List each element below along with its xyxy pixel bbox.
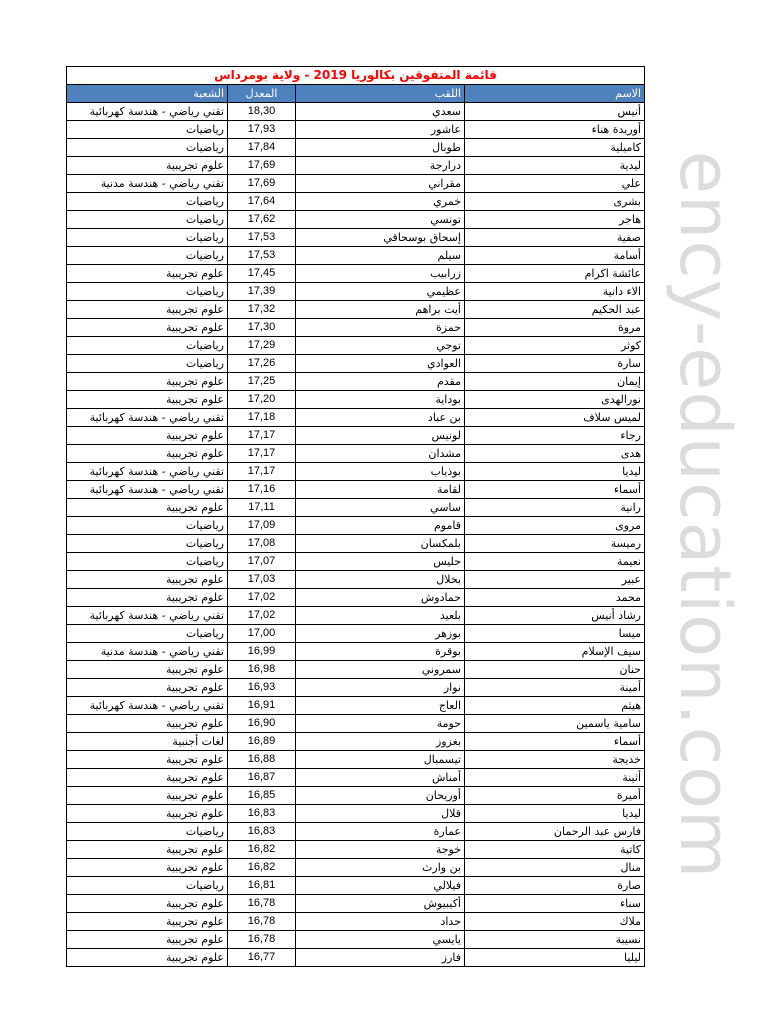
table-row bbox=[67, 157, 645, 175]
table-row bbox=[67, 679, 645, 697]
table-row bbox=[67, 175, 645, 193]
cell-last-name: توجي bbox=[296, 337, 465, 355]
cell-first-name: لميس سلاف bbox=[465, 409, 645, 427]
cell-last-name: بوداية bbox=[296, 391, 465, 409]
cell-branch: علوم تجريبية bbox=[67, 571, 228, 589]
table-row bbox=[67, 571, 645, 589]
cell-branch: علوم تجريبية bbox=[67, 499, 228, 517]
cell-first-name: صفية bbox=[465, 229, 645, 247]
cell-first-name: عبد الحكيم bbox=[465, 301, 645, 319]
cell-first-name: علي bbox=[465, 175, 645, 193]
table-row bbox=[67, 913, 645, 931]
header-row bbox=[67, 85, 645, 103]
cell-average: 16,82 bbox=[228, 841, 296, 859]
watermark: ency-education.com bbox=[664, 150, 746, 880]
table-row bbox=[67, 553, 645, 571]
table-row bbox=[67, 949, 645, 967]
cell-last-name: حمزة bbox=[296, 319, 465, 337]
cell-branch: رياضيات bbox=[67, 823, 228, 841]
cell-last-name: بوزهر bbox=[296, 625, 465, 643]
cell-first-name: ليديا bbox=[465, 463, 645, 481]
cell-branch: علوم تجريبية bbox=[67, 427, 228, 445]
cell-last-name: عظيمي bbox=[296, 283, 465, 301]
cell-first-name: ليديا bbox=[465, 805, 645, 823]
cell-average: 17,02 bbox=[228, 607, 296, 625]
table-row bbox=[67, 751, 645, 769]
table-row bbox=[67, 229, 645, 247]
cell-first-name: أسماء bbox=[465, 481, 645, 499]
table-row bbox=[67, 355, 645, 373]
cell-first-name: عائشة اكرام bbox=[465, 265, 645, 283]
cell-last-name: مشدان bbox=[296, 445, 465, 463]
cell-average: 17,93 bbox=[228, 121, 296, 139]
cell-last-name: قلال bbox=[296, 805, 465, 823]
cell-branch: علوم تجريبية bbox=[67, 751, 228, 769]
table-row bbox=[67, 121, 645, 139]
cell-average: 16,90 bbox=[228, 715, 296, 733]
cell-branch: علوم تجريبية bbox=[67, 787, 228, 805]
table-row bbox=[67, 211, 645, 229]
table-row bbox=[67, 535, 645, 553]
cell-first-name: ليدية bbox=[465, 157, 645, 175]
table-row bbox=[67, 103, 645, 121]
table-row bbox=[67, 409, 645, 427]
cell-last-name: العوادي bbox=[296, 355, 465, 373]
cell-branch: علوم تجريبية bbox=[67, 301, 228, 319]
cell-last-name: عاشور bbox=[296, 121, 465, 139]
cell-branch: علوم تجريبية bbox=[67, 895, 228, 913]
cell-branch: رياضيات bbox=[67, 139, 228, 157]
cell-average: 17,09 bbox=[228, 517, 296, 535]
cell-average: 16,88 bbox=[228, 751, 296, 769]
cell-branch: تقني رياضي - هندسة كهربائية bbox=[67, 607, 228, 625]
cell-branch: تقني رياضي - هندسة كهربائية bbox=[67, 481, 228, 499]
cell-average: 17,69 bbox=[228, 175, 296, 193]
cell-first-name: أمينة bbox=[465, 679, 645, 697]
cell-average: 16,91 bbox=[228, 697, 296, 715]
cell-average: 17,69 bbox=[228, 157, 296, 175]
table-row bbox=[67, 769, 645, 787]
cell-branch: علوم تجريبية bbox=[67, 949, 228, 967]
cell-average: 17,08 bbox=[228, 535, 296, 553]
cell-first-name: عبير bbox=[465, 571, 645, 589]
cell-average: 17,03 bbox=[228, 571, 296, 589]
cell-average: 17,00 bbox=[228, 625, 296, 643]
cell-branch: علوم تجريبية bbox=[67, 265, 228, 283]
cell-first-name: نورالهدى bbox=[465, 391, 645, 409]
cell-first-name: محمد bbox=[465, 589, 645, 607]
table-row bbox=[67, 301, 645, 319]
cell-last-name: أمناش bbox=[296, 769, 465, 787]
cell-branch: علوم تجريبية bbox=[67, 391, 228, 409]
cell-first-name: حنان bbox=[465, 661, 645, 679]
cell-first-name: ميسا bbox=[465, 625, 645, 643]
cell-last-name: يايسي bbox=[296, 931, 465, 949]
cell-last-name: بلمكسان bbox=[296, 535, 465, 553]
cell-last-name: فارز bbox=[296, 949, 465, 967]
cell-last-name: بن عباد bbox=[296, 409, 465, 427]
table-row bbox=[67, 607, 645, 625]
cell-branch: تقني رياضي - هندسة كهربائية bbox=[67, 409, 228, 427]
cell-last-name: فيلالي bbox=[296, 877, 465, 895]
cell-branch: علوم تجريبية bbox=[67, 715, 228, 733]
cell-first-name: أوريدة هناء bbox=[465, 121, 645, 139]
cell-last-name: بغزوز bbox=[296, 733, 465, 751]
cell-average: 17,30 bbox=[228, 319, 296, 337]
table-row bbox=[67, 373, 645, 391]
cell-first-name: كاميلية bbox=[465, 139, 645, 157]
cell-first-name: رميسة bbox=[465, 535, 645, 553]
cell-first-name: أميرة bbox=[465, 787, 645, 805]
cell-average: 17,39 bbox=[228, 283, 296, 301]
cell-branch: علوم تجريبية bbox=[67, 841, 228, 859]
table-row bbox=[67, 589, 645, 607]
table-row bbox=[67, 805, 645, 823]
cell-last-name: بلعيد bbox=[296, 607, 465, 625]
cell-last-name: نوار bbox=[296, 679, 465, 697]
cell-average: 17,64 bbox=[228, 193, 296, 211]
cell-first-name: مروى bbox=[465, 517, 645, 535]
cell-last-name: سمروني bbox=[296, 661, 465, 679]
cell-average: 17,32 bbox=[228, 301, 296, 319]
sheet-title: قائمة المتفوقين بكالوريا 2019 - ولاية بومرداس bbox=[67, 67, 645, 85]
cell-branch: رياضيات bbox=[67, 229, 228, 247]
cell-branch: رياضيات bbox=[67, 355, 228, 373]
cell-average: 17,20 bbox=[228, 391, 296, 409]
table-row bbox=[67, 193, 645, 211]
cell-average: 17,18 bbox=[228, 409, 296, 427]
cell-last-name: بوذياب bbox=[296, 463, 465, 481]
cell-average: 17,53 bbox=[228, 229, 296, 247]
table-row bbox=[67, 427, 645, 445]
cell-branch: علوم تجريبية bbox=[67, 589, 228, 607]
table-row bbox=[67, 517, 645, 535]
cell-branch: علوم تجريبية bbox=[67, 319, 228, 337]
table-row bbox=[67, 463, 645, 481]
cell-last-name: مقراني bbox=[296, 175, 465, 193]
cell-last-name: إسحاق بوسحاقي bbox=[296, 229, 465, 247]
cell-first-name: هاجر bbox=[465, 211, 645, 229]
cell-last-name: مقدم bbox=[296, 373, 465, 391]
cell-branch: رياضيات bbox=[67, 517, 228, 535]
cell-average: 16,81 bbox=[228, 877, 296, 895]
cell-branch: علوم تجريبية bbox=[67, 661, 228, 679]
cell-last-name: أكيبيوش bbox=[296, 895, 465, 913]
cell-last-name: لونيس bbox=[296, 427, 465, 445]
cell-average: 16,82 bbox=[228, 859, 296, 877]
table-row bbox=[67, 859, 645, 877]
cell-branch: تقني رياضي - هندسة مدنية bbox=[67, 175, 228, 193]
cell-average: 17,84 bbox=[228, 139, 296, 157]
cell-average: 16,78 bbox=[228, 931, 296, 949]
cell-branch: علوم تجريبية bbox=[67, 913, 228, 931]
cell-last-name: بن وارث bbox=[296, 859, 465, 877]
cell-last-name: أيت براهم bbox=[296, 301, 465, 319]
cell-first-name: منال bbox=[465, 859, 645, 877]
table-row bbox=[67, 391, 645, 409]
table-row bbox=[67, 337, 645, 355]
table-row bbox=[67, 715, 645, 733]
cell-first-name: أثينة bbox=[465, 769, 645, 787]
table-row bbox=[67, 319, 645, 337]
cell-last-name: ساسي bbox=[296, 499, 465, 517]
cell-average: 16,78 bbox=[228, 913, 296, 931]
table-row bbox=[67, 139, 645, 157]
cell-first-name: مروة bbox=[465, 319, 645, 337]
cell-first-name: صارة bbox=[465, 877, 645, 895]
cell-last-name: قاموم bbox=[296, 517, 465, 535]
cell-average: 17,53 bbox=[228, 247, 296, 265]
cell-average: 17,25 bbox=[228, 373, 296, 391]
table-row bbox=[67, 643, 645, 661]
cell-average: 17,16 bbox=[228, 481, 296, 499]
cell-last-name: بوقرة bbox=[296, 643, 465, 661]
table-row bbox=[67, 481, 645, 499]
table-body bbox=[67, 103, 645, 967]
table-row bbox=[67, 247, 645, 265]
cell-branch: علوم تجريبية bbox=[67, 679, 228, 697]
cell-first-name: بشرى bbox=[465, 193, 645, 211]
cell-branch: رياضيات bbox=[67, 877, 228, 895]
cell-average: 16,83 bbox=[228, 823, 296, 841]
cell-average: 17,11 bbox=[228, 499, 296, 517]
cell-first-name: سيف الإسلام bbox=[465, 643, 645, 661]
table-row bbox=[67, 787, 645, 805]
table-row bbox=[67, 283, 645, 301]
cell-branch: تقني رياضي - هندسة مدنية bbox=[67, 643, 228, 661]
cell-last-name: العاج bbox=[296, 697, 465, 715]
cell-average: 16,77 bbox=[228, 949, 296, 967]
cell-branch: رياضيات bbox=[67, 283, 228, 301]
cell-average: 17,62 bbox=[228, 211, 296, 229]
cell-average: 16,89 bbox=[228, 733, 296, 751]
cell-first-name: هيثم bbox=[465, 697, 645, 715]
cell-first-name: نعيمة bbox=[465, 553, 645, 571]
cell-average: 17,45 bbox=[228, 265, 296, 283]
cell-average: 16,87 bbox=[228, 769, 296, 787]
cell-first-name: رشاد أنيس bbox=[465, 607, 645, 625]
cell-first-name: سناء bbox=[465, 895, 645, 913]
cell-average: 17,29 bbox=[228, 337, 296, 355]
header-average: المعدل bbox=[228, 85, 296, 103]
header-last-name: اللقب bbox=[296, 85, 465, 103]
cell-last-name: زرابيب bbox=[296, 265, 465, 283]
cell-branch: علوم تجريبية bbox=[67, 769, 228, 787]
table-row bbox=[67, 841, 645, 859]
cell-last-name: حليس bbox=[296, 553, 465, 571]
table-row bbox=[67, 265, 645, 283]
cell-branch: تقني رياضي - هندسة كهربائية bbox=[67, 463, 228, 481]
cell-average: 16,93 bbox=[228, 679, 296, 697]
cell-branch: رياضيات bbox=[67, 625, 228, 643]
cell-branch: رياضيات bbox=[67, 337, 228, 355]
header-first-name: الاسم bbox=[465, 85, 645, 103]
cell-average: 16,85 bbox=[228, 787, 296, 805]
cell-branch: رياضيات bbox=[67, 121, 228, 139]
cell-average: 16,99 bbox=[228, 643, 296, 661]
cell-branch: تقني رياضي - هندسة كهربائية bbox=[67, 697, 228, 715]
cell-last-name: لقامة bbox=[296, 481, 465, 499]
cell-branch: رياضيات bbox=[67, 553, 228, 571]
title-row bbox=[67, 67, 645, 85]
cell-first-name: أنيس bbox=[465, 103, 645, 121]
table-row bbox=[67, 625, 645, 643]
cell-last-name: حداد bbox=[296, 913, 465, 931]
table-row bbox=[67, 877, 645, 895]
cell-average: 16,78 bbox=[228, 895, 296, 913]
cell-branch: علوم تجريبية bbox=[67, 805, 228, 823]
cell-first-name: هدى bbox=[465, 445, 645, 463]
cell-first-name: خديجة bbox=[465, 751, 645, 769]
table-row bbox=[67, 733, 645, 751]
cell-branch: علوم تجريبية bbox=[67, 373, 228, 391]
cell-last-name: تونسي bbox=[296, 211, 465, 229]
cell-first-name: ملاك bbox=[465, 913, 645, 931]
table-row bbox=[67, 697, 645, 715]
cell-last-name: عمارة bbox=[296, 823, 465, 841]
table-row bbox=[67, 445, 645, 463]
header-branch: الشعبة bbox=[67, 85, 228, 103]
cell-branch: علوم تجريبية bbox=[67, 445, 228, 463]
cell-first-name: سارة bbox=[465, 355, 645, 373]
cell-first-name: كاتية bbox=[465, 841, 645, 859]
cell-last-name: خوجة bbox=[296, 841, 465, 859]
cell-first-name: الاء دانية bbox=[465, 283, 645, 301]
cell-average: 18,30 bbox=[228, 103, 296, 121]
cell-first-name: إيمان bbox=[465, 373, 645, 391]
cell-first-name: ليليا bbox=[465, 949, 645, 967]
cell-last-name: أوريحان bbox=[296, 787, 465, 805]
cell-branch: علوم تجريبية bbox=[67, 931, 228, 949]
cell-last-name: خمري bbox=[296, 193, 465, 211]
cell-last-name: تيسمبال bbox=[296, 751, 465, 769]
cell-branch: رياضيات bbox=[67, 535, 228, 553]
table-row bbox=[67, 499, 645, 517]
cell-first-name: أسامة bbox=[465, 247, 645, 265]
cell-first-name: رجاء bbox=[465, 427, 645, 445]
cell-average: 17,17 bbox=[228, 463, 296, 481]
table-row bbox=[67, 661, 645, 679]
cell-last-name: بخلال bbox=[296, 571, 465, 589]
cell-first-name: فارس عبد الرحمان bbox=[465, 823, 645, 841]
cell-branch: علوم تجريبية bbox=[67, 157, 228, 175]
cell-branch: علوم تجريبية bbox=[67, 859, 228, 877]
cell-last-name: طوبال bbox=[296, 139, 465, 157]
cell-first-name: سامية ياسمين bbox=[465, 715, 645, 733]
cell-average: 16,98 bbox=[228, 661, 296, 679]
table-row bbox=[67, 823, 645, 841]
cell-branch: رياضيات bbox=[67, 247, 228, 265]
cell-average: 17,07 bbox=[228, 553, 296, 571]
cell-first-name: كوثر bbox=[465, 337, 645, 355]
cell-last-name: حمادوش bbox=[296, 589, 465, 607]
cell-average: 17,17 bbox=[228, 445, 296, 463]
cell-first-name: رانية bbox=[465, 499, 645, 517]
cell-last-name: حومة bbox=[296, 715, 465, 733]
cell-average: 16,83 bbox=[228, 805, 296, 823]
cell-average: 17,02 bbox=[228, 589, 296, 607]
cell-branch: رياضيات bbox=[67, 211, 228, 229]
cell-last-name: سعدي bbox=[296, 103, 465, 121]
table-row bbox=[67, 931, 645, 949]
cell-first-name: أسماء bbox=[465, 733, 645, 751]
cell-last-name: سيلم bbox=[296, 247, 465, 265]
cell-branch: تقني رياضي - هندسة كهربائية bbox=[67, 103, 228, 121]
cell-last-name: درارجة bbox=[296, 157, 465, 175]
cell-branch: لغات أجنبية bbox=[67, 733, 228, 751]
honor-roll-table bbox=[66, 66, 645, 967]
table-row bbox=[67, 895, 645, 913]
cell-first-name: نسيبة bbox=[465, 931, 645, 949]
cell-average: 17,17 bbox=[228, 427, 296, 445]
cell-average: 17,26 bbox=[228, 355, 296, 373]
cell-branch: رياضيات bbox=[67, 193, 228, 211]
